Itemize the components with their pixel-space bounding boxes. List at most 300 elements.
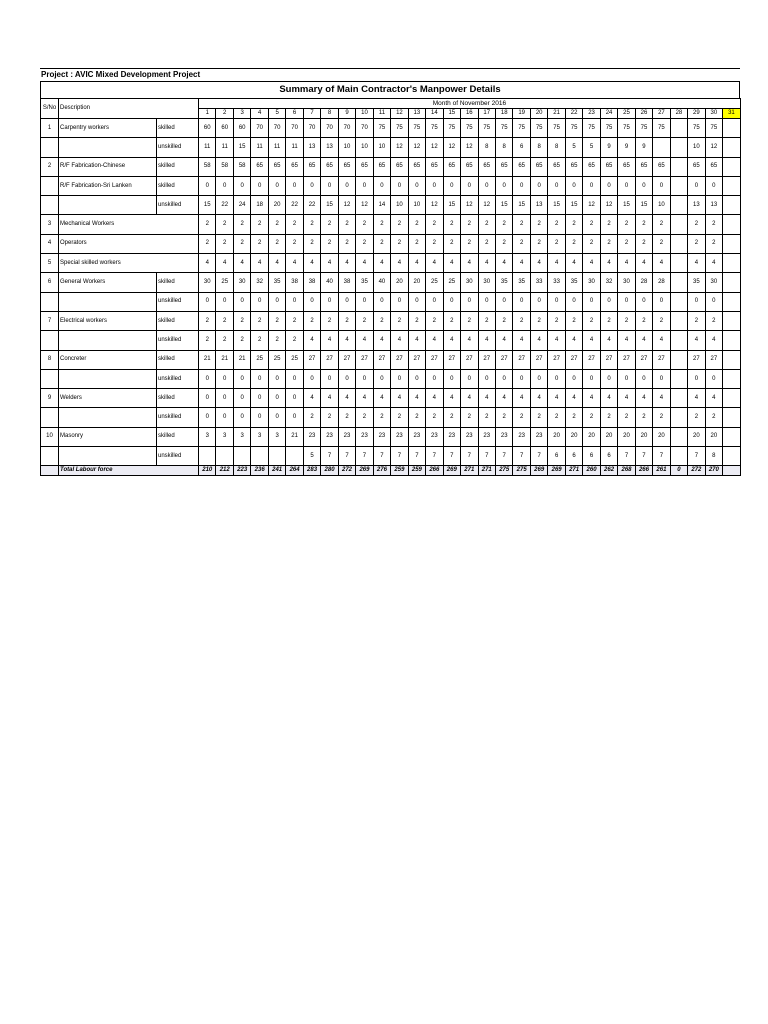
total-value: 266 [635, 466, 652, 476]
day-value: 15 [618, 196, 635, 215]
day-value: 75 [426, 119, 443, 138]
day-value: 58 [233, 157, 250, 176]
day-value: 25 [251, 350, 268, 369]
day-value [670, 157, 687, 176]
day-value: 30 [618, 273, 635, 292]
row-description: Electrical workers [59, 311, 157, 330]
total-value: 269 [356, 466, 373, 476]
day-value: 2 [233, 331, 250, 350]
row-skill-type: skilled [157, 273, 199, 292]
day-value: 6 [565, 447, 582, 466]
day-value: 6 [600, 447, 617, 466]
day-value: 0 [478, 176, 495, 195]
total-value [723, 466, 741, 476]
day-value: 2 [251, 234, 268, 253]
day-value: 3 [233, 427, 250, 446]
day-value: 4 [478, 254, 495, 273]
day-value: 4 [495, 331, 512, 350]
day-value: 4 [495, 389, 512, 408]
day-value: 4 [321, 331, 338, 350]
day-value [670, 138, 687, 157]
day-value: 0 [286, 176, 303, 195]
day-value [723, 176, 741, 195]
day-value: 65 [286, 157, 303, 176]
day-value: 27 [635, 350, 652, 369]
day-value: 4 [408, 331, 425, 350]
day-value: 0 [548, 176, 565, 195]
day-value: 2 [321, 234, 338, 253]
day-value: 28 [635, 273, 652, 292]
day-value: 2 [356, 408, 373, 427]
day-value: 12 [356, 196, 373, 215]
day-value [670, 234, 687, 253]
day-value: 0 [338, 292, 355, 311]
day-value: 60 [233, 119, 250, 138]
day-value: 4 [321, 389, 338, 408]
day-value: 0 [216, 176, 233, 195]
day-value: 0 [286, 292, 303, 311]
day-value: 4 [426, 254, 443, 273]
day-value: 7 [321, 447, 338, 466]
day-value: 2 [530, 311, 547, 330]
day-value: 2 [705, 408, 722, 427]
day-value: 4 [443, 331, 460, 350]
day-value: 0 [321, 369, 338, 388]
row-skill-type: unskilled [157, 196, 199, 215]
day-value: 0 [461, 369, 478, 388]
day-value: 4 [461, 389, 478, 408]
day-value: 0 [618, 369, 635, 388]
day-value: 4 [233, 254, 250, 273]
day-value: 4 [321, 254, 338, 273]
row-skill-type: unskilled [157, 408, 199, 427]
day-value: 12 [426, 138, 443, 157]
day-value: 2 [321, 408, 338, 427]
day-value: 12 [600, 196, 617, 215]
day-value: 12 [426, 196, 443, 215]
row-sno: 2 [41, 157, 59, 176]
day-value: 75 [548, 119, 565, 138]
day-value [670, 408, 687, 427]
day-value: 12 [443, 138, 460, 157]
day-value: 33 [530, 273, 547, 292]
day-value: 0 [635, 369, 652, 388]
day-value: 27 [443, 350, 460, 369]
day-value: 0 [268, 369, 285, 388]
day-value: 75 [408, 119, 425, 138]
day-value: 65 [356, 157, 373, 176]
row-description: Carpentry workers [59, 119, 157, 138]
day-value: 70 [321, 119, 338, 138]
day-header: 30 [705, 109, 722, 119]
day-value: 8 [495, 138, 512, 157]
day-value: 4 [688, 331, 705, 350]
day-value: 7 [356, 447, 373, 466]
day-value [723, 331, 741, 350]
day-value: 27 [356, 350, 373, 369]
day-value: 0 [391, 292, 408, 311]
day-value: 28 [653, 273, 670, 292]
day-value: 2 [216, 234, 233, 253]
day-value: 15 [233, 138, 250, 157]
day-value: 23 [356, 427, 373, 446]
day-value: 23 [443, 427, 460, 446]
day-value: 0 [321, 292, 338, 311]
day-value: 2 [461, 408, 478, 427]
day-value: 65 [251, 157, 268, 176]
day-value: 2 [548, 234, 565, 253]
table-row [41, 447, 741, 466]
day-value: 0 [391, 369, 408, 388]
day-value: 2 [618, 215, 635, 234]
day-value [723, 350, 741, 369]
day-value: 75 [373, 119, 390, 138]
day-value [723, 408, 741, 427]
day-value: 2 [600, 408, 617, 427]
day-value: 65 [391, 157, 408, 176]
table-row [41, 292, 741, 311]
day-value [723, 254, 741, 273]
day-value: 2 [478, 215, 495, 234]
total-row [41, 466, 741, 476]
table-row [41, 331, 741, 350]
day-value: 0 [251, 408, 268, 427]
day-value: 4 [548, 331, 565, 350]
row-sno [41, 408, 59, 427]
day-value: 4 [391, 254, 408, 273]
day-value: 2 [705, 234, 722, 253]
day-value: 20 [705, 427, 722, 446]
day-value: 15 [495, 196, 512, 215]
day-header: 18 [495, 109, 512, 119]
day-value: 2 [338, 234, 355, 253]
day-value: 4 [530, 331, 547, 350]
day-value [723, 427, 741, 446]
day-value [723, 389, 741, 408]
day-value: 38 [303, 273, 320, 292]
day-value: 4 [391, 389, 408, 408]
day-value: 2 [199, 215, 216, 234]
day-value: 25 [216, 273, 233, 292]
day-value: 30 [199, 273, 216, 292]
day-value: 70 [286, 119, 303, 138]
day-value: 23 [321, 427, 338, 446]
day-value: 11 [199, 138, 216, 157]
day-value: 24 [233, 196, 250, 215]
day-value: 2 [356, 234, 373, 253]
day-value: 2 [391, 234, 408, 253]
day-header: 7 [303, 109, 320, 119]
day-value [670, 215, 687, 234]
total-value: 270 [705, 466, 722, 476]
day-value: 4 [338, 389, 355, 408]
day-value: 8 [530, 138, 547, 157]
day-value: 12 [461, 138, 478, 157]
total-value: 259 [408, 466, 425, 476]
day-value: 0 [530, 176, 547, 195]
total-value: 0 [670, 466, 687, 476]
day-value: 0 [618, 292, 635, 311]
row-description [59, 138, 157, 157]
day-value: 65 [530, 157, 547, 176]
day-value: 11 [251, 138, 268, 157]
day-value: 27 [408, 350, 425, 369]
row-sno: 4 [41, 234, 59, 253]
day-value: 2 [653, 234, 670, 253]
day-value: 2 [373, 311, 390, 330]
day-value: 70 [356, 119, 373, 138]
day-value: 30 [461, 273, 478, 292]
day-value: 2 [373, 408, 390, 427]
day-value [723, 196, 741, 215]
day-value: 2 [705, 311, 722, 330]
day-header: 24 [600, 109, 617, 119]
day-value: 10 [356, 138, 373, 157]
day-value: 2 [233, 215, 250, 234]
day-value: 15 [443, 196, 460, 215]
day-value: 0 [373, 369, 390, 388]
manpower-sheet [40, 68, 740, 476]
day-value: 70 [338, 119, 355, 138]
day-value: 2 [426, 215, 443, 234]
day-value [216, 447, 233, 466]
day-value: 23 [495, 427, 512, 446]
day-value: 65 [618, 157, 635, 176]
day-value [723, 215, 741, 234]
day-value: 2 [391, 215, 408, 234]
day-value: 23 [338, 427, 355, 446]
day-value [268, 447, 285, 466]
day-value: 38 [286, 273, 303, 292]
day-value: 0 [251, 176, 268, 195]
row-sno [41, 369, 59, 388]
day-value: 7 [373, 447, 390, 466]
day-value: 7 [653, 447, 670, 466]
day-value: 0 [513, 369, 530, 388]
day-value: 4 [565, 389, 582, 408]
day-header: 21 [548, 109, 565, 119]
row-sno [41, 331, 59, 350]
day-value: 27 [426, 350, 443, 369]
row-description: Welders [59, 389, 157, 408]
day-value: 0 [461, 176, 478, 195]
day-header: 11 [373, 109, 390, 119]
day-value: 0 [408, 369, 425, 388]
day-value [723, 119, 741, 138]
day-value: 30 [478, 273, 495, 292]
day-value: 25 [268, 350, 285, 369]
day-value: 2 [478, 408, 495, 427]
day-value: 23 [391, 427, 408, 446]
day-header: 6 [286, 109, 303, 119]
day-value [670, 389, 687, 408]
day-value: 65 [600, 157, 617, 176]
row-description [59, 331, 157, 350]
day-value: 2 [233, 311, 250, 330]
day-header: 4 [251, 109, 268, 119]
day-value: 30 [705, 273, 722, 292]
day-value: 0 [268, 292, 285, 311]
day-value: 2 [233, 234, 250, 253]
day-value: 25 [286, 350, 303, 369]
day-value: 4 [356, 331, 373, 350]
day-value: 2 [443, 215, 460, 234]
row-sno: 3 [41, 215, 59, 234]
day-value: 0 [233, 389, 250, 408]
day-value: 2 [356, 311, 373, 330]
day-header: 19 [513, 109, 530, 119]
day-value: 4 [251, 254, 268, 273]
sno-header: S/No [41, 99, 59, 119]
day-value: 2 [216, 331, 233, 350]
day-value: 2 [461, 311, 478, 330]
row-sno: 6 [41, 273, 59, 292]
day-value: 0 [303, 369, 320, 388]
day-value: 2 [251, 311, 268, 330]
day-header: 29 [688, 109, 705, 119]
day-value: 21 [199, 350, 216, 369]
row-skill-type: skilled [157, 157, 199, 176]
day-value: 2 [199, 311, 216, 330]
day-value: 12 [583, 196, 600, 215]
day-value: 2 [251, 215, 268, 234]
day-value: 20 [391, 273, 408, 292]
day-value: 75 [705, 119, 722, 138]
day-value: 4 [653, 389, 670, 408]
day-value: 27 [321, 350, 338, 369]
day-value: 2 [303, 234, 320, 253]
day-value: 2 [635, 311, 652, 330]
day-value: 23 [303, 427, 320, 446]
day-value: 4 [303, 389, 320, 408]
day-value: 65 [513, 157, 530, 176]
header-row-month [41, 99, 741, 109]
day-value [670, 427, 687, 446]
day-header: 8 [321, 109, 338, 119]
day-value: 4 [618, 389, 635, 408]
day-value: 10 [408, 196, 425, 215]
day-value: 4 [303, 331, 320, 350]
day-value: 0 [408, 292, 425, 311]
day-value: 0 [426, 369, 443, 388]
day-value: 13 [530, 196, 547, 215]
day-value: 0 [635, 292, 652, 311]
day-value: 2 [321, 215, 338, 234]
row-description [59, 447, 157, 466]
day-value: 65 [548, 157, 565, 176]
day-value: 0 [443, 369, 460, 388]
day-value: 2 [408, 234, 425, 253]
day-value: 2 [565, 215, 582, 234]
day-value: 10 [688, 138, 705, 157]
day-value: 0 [199, 369, 216, 388]
day-value: 65 [635, 157, 652, 176]
day-value: 25 [443, 273, 460, 292]
day-value: 4 [635, 254, 652, 273]
day-value: 0 [565, 292, 582, 311]
day-value [670, 254, 687, 273]
table-row [41, 389, 741, 408]
total-value: 272 [338, 466, 355, 476]
total-value: 236 [251, 466, 268, 476]
day-value: 0 [600, 292, 617, 311]
day-value: 0 [530, 369, 547, 388]
day-value: 2 [286, 215, 303, 234]
day-value: 6 [548, 447, 565, 466]
day-value: 0 [461, 292, 478, 311]
day-value: 75 [688, 119, 705, 138]
total-value: 269 [443, 466, 460, 476]
day-header: 5 [268, 109, 285, 119]
day-value: 2 [583, 311, 600, 330]
row-description [59, 369, 157, 388]
day-value [670, 292, 687, 311]
day-value: 0 [653, 369, 670, 388]
day-value: 4 [565, 331, 582, 350]
day-value: 4 [199, 254, 216, 273]
day-value: 4 [600, 331, 617, 350]
day-value: 22 [286, 196, 303, 215]
day-value: 2 [513, 234, 530, 253]
day-value: 4 [373, 389, 390, 408]
day-value: 7 [478, 447, 495, 466]
day-value: 27 [548, 350, 565, 369]
table-row [41, 254, 741, 273]
row-sno [41, 138, 59, 157]
day-value: 75 [443, 119, 460, 138]
total-value: 261 [653, 466, 670, 476]
day-value: 18 [251, 196, 268, 215]
day-value: 2 [443, 311, 460, 330]
day-value: 4 [373, 254, 390, 273]
day-value: 4 [443, 389, 460, 408]
day-value: 0 [251, 389, 268, 408]
day-value: 2 [478, 234, 495, 253]
row-sno: 5 [41, 254, 59, 273]
day-value: 65 [565, 157, 582, 176]
day-value: 11 [216, 138, 233, 157]
day-value: 0 [268, 408, 285, 427]
day-value: 0 [478, 292, 495, 311]
row-sno [41, 447, 59, 466]
day-value: 75 [461, 119, 478, 138]
day-value: 65 [426, 157, 443, 176]
day-value: 4 [548, 389, 565, 408]
table-row [41, 350, 741, 369]
row-skill-type: skilled [157, 311, 199, 330]
day-value: 65 [303, 157, 320, 176]
day-value: 0 [373, 292, 390, 311]
day-value: 2 [408, 215, 425, 234]
day-value: 0 [391, 176, 408, 195]
row-skill-type: unskilled [157, 447, 199, 466]
day-value: 2 [286, 331, 303, 350]
day-value: 21 [216, 350, 233, 369]
day-value: 2 [268, 215, 285, 234]
day-value [286, 447, 303, 466]
day-value: 65 [268, 157, 285, 176]
day-value: 65 [478, 157, 495, 176]
day-value: 13 [303, 138, 320, 157]
day-value [670, 176, 687, 195]
day-header: 2 [216, 109, 233, 119]
day-header: 14 [426, 109, 443, 119]
day-value: 2 [443, 408, 460, 427]
row-description: Masonry [59, 427, 157, 446]
day-value [670, 369, 687, 388]
day-header: 28 [670, 109, 687, 119]
day-value: 23 [513, 427, 530, 446]
